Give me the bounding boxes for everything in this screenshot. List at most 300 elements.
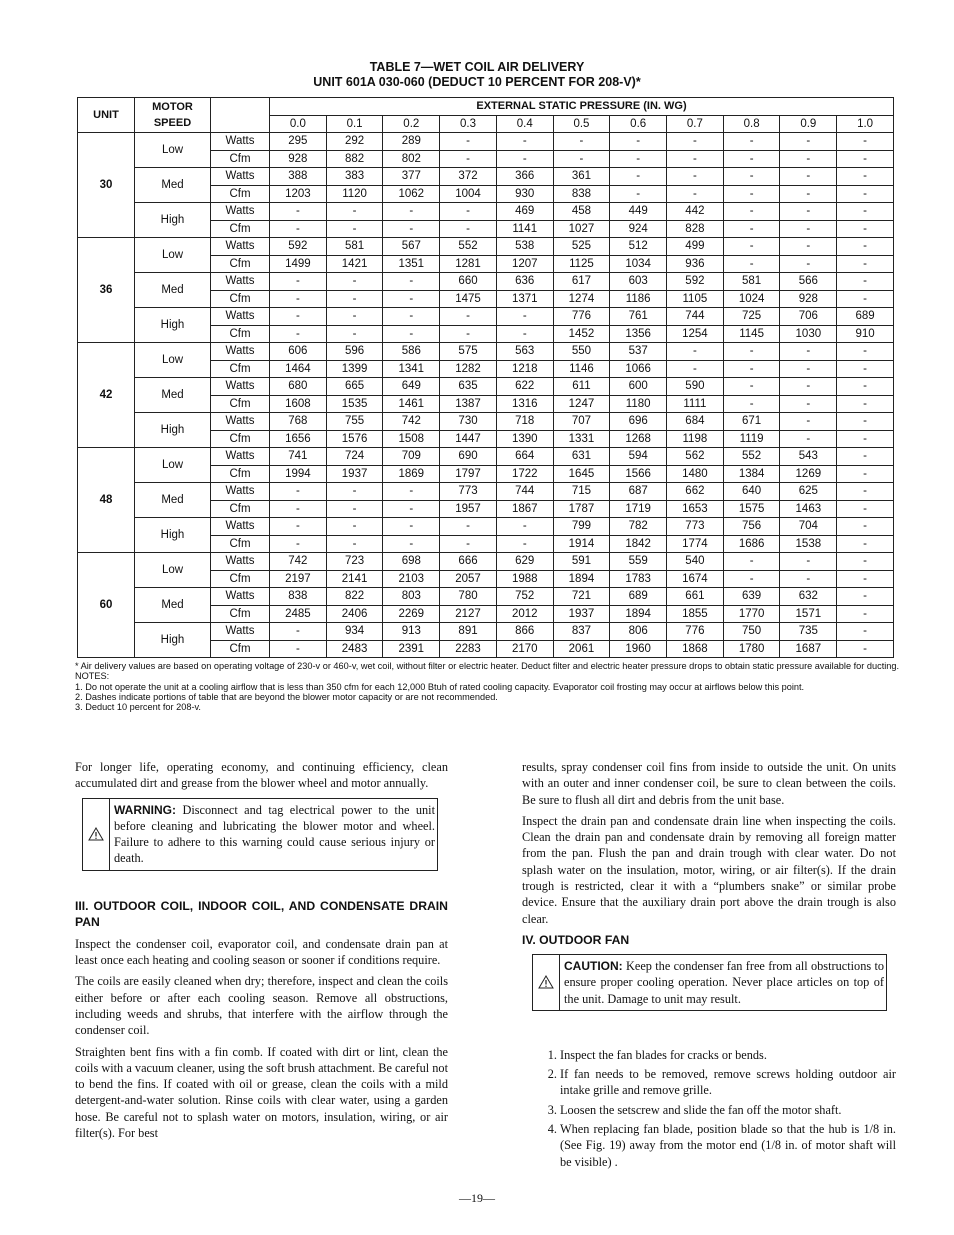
cfm-label-cell: Cfm (211, 360, 270, 378)
watts-value-cell: 292 (326, 133, 383, 151)
watts-value-cell: 662 (667, 483, 724, 501)
table-row (78, 308, 894, 326)
watts-value-cell: 537 (610, 343, 667, 361)
pressure-header-cell: 0.7 (667, 115, 724, 133)
cfm-value-cell: 1894 (553, 570, 610, 588)
watts-value-cell: - (837, 448, 894, 466)
cfm-value-cell: 1180 (610, 395, 667, 413)
watts-value-cell: 622 (496, 378, 553, 396)
watts-value-cell: 559 (610, 553, 667, 571)
spray-coil-paragraph: results, spray condenser coil fins from inside to outside the unit. On units with an outer and inner condenser coil, be sure to clean between the coils. Be sure to flush all dirt and debris from the unit base. (522, 760, 896, 807)
cfm-value-cell: 1499 (270, 255, 327, 273)
watts-value-cell: 632 (780, 588, 837, 606)
watts-value-cell: 592 (667, 273, 724, 291)
watts-value-cell: 361 (553, 168, 610, 186)
cfm-value-cell: - (326, 220, 383, 238)
watts-value-cell: 709 (383, 448, 440, 466)
cfm-value-cell: 1384 (723, 465, 780, 483)
cfm-value-cell: - (383, 500, 440, 518)
caution-label: CAUTION: (564, 958, 623, 973)
cfm-label-cell: Cfm (211, 500, 270, 518)
watts-value-cell: - (723, 553, 780, 571)
watts-value-cell: 625 (780, 483, 837, 501)
table-row (78, 343, 894, 361)
cfm-value-cell: - (780, 430, 837, 448)
cfm-value-cell: - (837, 290, 894, 308)
cfm-value-cell: - (780, 395, 837, 413)
cfm-value-cell: 1937 (326, 465, 383, 483)
cfm-value-cell: - (383, 290, 440, 308)
watts-value-cell: 696 (610, 413, 667, 431)
section-iii-heading: III. OUTDOOR COIL, INDOOR COIL, AND CONDENSATE DRAIN PAN (75, 898, 448, 929)
watts-value-cell: - (780, 553, 837, 571)
watts-value-cell: - (837, 588, 894, 606)
cfm-value-cell: 1387 (440, 395, 497, 413)
table-row (78, 448, 894, 466)
watts-value-cell: 575 (440, 343, 497, 361)
table-row (78, 483, 894, 501)
cfm-label-cell: Cfm (211, 290, 270, 308)
motor-speed-cell: Med (135, 378, 211, 413)
watts-value-cell: 469 (496, 203, 553, 221)
watts-value-cell: 372 (440, 168, 497, 186)
header-motor-speed: MOTOR SPEED (135, 98, 211, 133)
watts-value-cell: 617 (553, 273, 610, 291)
watts-value-cell: 594 (610, 448, 667, 466)
watts-value-cell: 639 (723, 588, 780, 606)
watts-value-cell: 756 (723, 518, 780, 536)
watts-value-cell: 552 (723, 448, 780, 466)
watts-value-cell: 442 (667, 203, 724, 221)
watts-value-cell: - (440, 518, 497, 536)
cfm-value-cell: - (723, 395, 780, 413)
cfm-value-cell: - (780, 185, 837, 203)
cfm-value-cell: 1207 (496, 255, 553, 273)
watts-value-cell: - (780, 238, 837, 256)
cfm-value-cell: 1062 (383, 185, 440, 203)
cfm-value-cell: 2141 (326, 570, 383, 588)
watts-value-cell: - (496, 518, 553, 536)
watts-value-cell: - (326, 273, 383, 291)
cfm-value-cell: 1783 (610, 570, 667, 588)
header-unit: UNIT (78, 98, 135, 133)
cfm-label-cell: Cfm (211, 150, 270, 168)
cfm-value-cell: 2103 (383, 570, 440, 588)
cfm-value-cell: 2269 (383, 605, 440, 623)
cfm-value-cell: - (440, 535, 497, 553)
table-title-line1: TABLE 7—WET COIL AIR DELIVERY (369, 60, 585, 74)
unit-size-cell: 60 (78, 553, 135, 658)
table-title-line2: UNIT 601A 030-060 (DEDUCT 10 PERCENT FOR 208-V)* (313, 75, 641, 89)
cfm-value-cell: 1066 (610, 360, 667, 378)
watts-value-cell: 649 (383, 378, 440, 396)
cfm-value-cell: - (837, 605, 894, 623)
pressure-header-cell: 0.1 (326, 115, 383, 133)
watts-value-cell: - (723, 378, 780, 396)
cfm-value-cell: - (440, 220, 497, 238)
cfm-value-cell: 1774 (667, 535, 724, 553)
watts-value-cell: 596 (326, 343, 383, 361)
watts-label-cell: Watts (211, 378, 270, 396)
watts-value-cell: 591 (553, 553, 610, 571)
cfm-value-cell: - (667, 150, 724, 168)
cfm-value-cell: 1894 (610, 605, 667, 623)
cfm-value-cell: - (837, 465, 894, 483)
cfm-value-cell: - (383, 325, 440, 343)
cfm-value-cell: - (723, 220, 780, 238)
watts-value-cell: - (723, 343, 780, 361)
table-body (78, 133, 894, 658)
watts-value-cell: 690 (440, 448, 497, 466)
cfm-value-cell: 1867 (496, 500, 553, 518)
watts-value-cell: 377 (383, 168, 440, 186)
note-3: 3. Deduct 10 percent for 208-v. (75, 702, 201, 713)
watts-value-cell: 744 (496, 483, 553, 501)
cfm-value-cell: 1146 (553, 360, 610, 378)
watts-value-cell: 640 (723, 483, 780, 501)
cfm-value-cell: 1535 (326, 395, 383, 413)
watts-value-cell: - (837, 168, 894, 186)
watts-value-cell: 636 (496, 273, 553, 291)
watts-value-cell: 581 (326, 238, 383, 256)
watts-value-cell: - (837, 238, 894, 256)
watts-value-cell: - (837, 203, 894, 221)
cfm-value-cell: 1218 (496, 360, 553, 378)
cfm-value-cell: 1247 (553, 395, 610, 413)
pressure-header-cell: 0.5 (553, 115, 610, 133)
cfm-value-cell: - (723, 360, 780, 378)
watts-label-cell: Watts (211, 343, 270, 361)
table-row (78, 168, 894, 186)
watts-value-cell: 750 (723, 623, 780, 641)
cfm-value-cell: 1575 (723, 500, 780, 518)
watts-value-cell: 606 (270, 343, 327, 361)
cfm-value-cell: 1119 (723, 430, 780, 448)
blower-cleaning-paragraph: For longer life, operating economy, and continuing efficiency, clean accumulated dirt and grease from the blower wheel and motor annually. (75, 760, 448, 791)
cfm-value-cell: - (270, 535, 327, 553)
watts-value-cell: - (440, 308, 497, 326)
warning-box (82, 798, 438, 871)
cfm-value-cell: 1461 (383, 395, 440, 413)
cfm-value-cell: 1447 (440, 430, 497, 448)
cfm-value-cell: - (270, 325, 327, 343)
motor-speed-cell: High (135, 623, 211, 658)
cfm-value-cell: 1203 (270, 185, 327, 203)
cfm-value-cell: 1105 (667, 290, 724, 308)
motor-speed-cell: Low (135, 238, 211, 273)
watts-value-cell: 512 (610, 238, 667, 256)
coil-inspect-paragraph: Inspect the condenser coil, evaporator coil, and condensate drain pan at least once each heating and cooling season or sooner if conditions require. (75, 936, 448, 968)
cfm-value-cell: - (837, 185, 894, 203)
watts-value-cell: 295 (270, 133, 327, 151)
watts-value-cell: 698 (383, 553, 440, 571)
cfm-value-cell: - (326, 500, 383, 518)
watts-value-cell: - (780, 168, 837, 186)
cfm-value-cell: 1198 (667, 430, 724, 448)
watts-value-cell: 773 (667, 518, 724, 536)
cfm-value-cell: 2170 (496, 640, 553, 658)
watts-value-cell: - (383, 273, 440, 291)
watts-value-cell: 671 (723, 413, 780, 431)
table-row (78, 588, 894, 606)
cfm-value-cell: 1653 (667, 500, 724, 518)
fan-steps-list (522, 1047, 896, 1170)
watts-value-cell: 684 (667, 413, 724, 431)
unit-size-cell: 30 (78, 133, 135, 238)
cfm-value-cell: - (667, 360, 724, 378)
cfm-value-cell: - (780, 570, 837, 588)
watts-value-cell: - (837, 273, 894, 291)
table-row (78, 623, 894, 641)
watts-value-cell: 730 (440, 413, 497, 431)
watts-value-cell: 752 (496, 588, 553, 606)
watts-value-cell: - (837, 553, 894, 571)
cfm-value-cell: 1281 (440, 255, 497, 273)
watts-value-cell: - (326, 518, 383, 536)
cfm-value-cell: 1390 (496, 430, 553, 448)
cfm-value-cell: 2406 (326, 605, 383, 623)
watts-value-cell: - (837, 343, 894, 361)
cfm-value-cell: 1356 (610, 325, 667, 343)
unit-size-cell: 42 (78, 343, 135, 448)
cfm-value-cell: 1452 (553, 325, 610, 343)
cfm-value-cell: 1145 (723, 325, 780, 343)
cfm-value-cell: 1316 (496, 395, 553, 413)
pressure-header-cell: 0.0 (270, 115, 327, 133)
cfm-value-cell: 828 (667, 220, 724, 238)
cfm-value-cell: 1371 (496, 290, 553, 308)
motor-speed-cell: Med (135, 588, 211, 623)
watts-value-cell: 550 (553, 343, 610, 361)
cfm-value-cell: 928 (270, 150, 327, 168)
cfm-value-cell: 1030 (780, 325, 837, 343)
cfm-value-cell: - (440, 325, 497, 343)
watts-value-cell: - (837, 413, 894, 431)
cfm-value-cell: 1282 (440, 360, 497, 378)
watts-label-cell: Watts (211, 518, 270, 536)
watts-value-cell: - (270, 623, 327, 641)
pressure-header-cell: 1.0 (837, 115, 894, 133)
cfm-value-cell: 928 (780, 290, 837, 308)
watts-label-cell: Watts (211, 448, 270, 466)
header-external-static-pressure: EXTERNAL STATIC PRESSURE (IN. WG) (270, 98, 894, 116)
watts-label-cell: Watts (211, 273, 270, 291)
cfm-value-cell: 1566 (610, 465, 667, 483)
watts-value-cell: 741 (270, 448, 327, 466)
watts-value-cell: - (326, 308, 383, 326)
table-row (78, 133, 894, 151)
watts-value-cell: - (440, 133, 497, 151)
watts-value-cell: - (780, 378, 837, 396)
pressure-header-cell: 0.8 (723, 115, 780, 133)
cfm-value-cell: - (496, 150, 553, 168)
cfm-value-cell: 882 (326, 150, 383, 168)
watts-value-cell: - (837, 378, 894, 396)
pressure-header-cell: 0.2 (383, 115, 440, 133)
watts-value-cell: - (496, 308, 553, 326)
watts-value-cell: 680 (270, 378, 327, 396)
cfm-value-cell: 1141 (496, 220, 553, 238)
drain-pan-paragraph: Inspect the drain pan and condensate drain line when inspecting the coils. Clean the drain pan and condensate drain by removing all foreign matter from the pan. Flush the pan and drain trough with clear water. Do not splash water on the insulation, motor, wiring, or air filter(s). If the drain trough is restricted, clear it with a “plumbers snake” or similar probe device. Ensure that the auxiliary drain port above the drain trough is also clear. (522, 813, 896, 926)
watts-value-cell: 592 (270, 238, 327, 256)
watts-value-cell: 563 (496, 343, 553, 361)
cfm-value-cell: 1914 (553, 535, 610, 553)
cfm-value-cell: 1331 (553, 430, 610, 448)
watts-value-cell: 934 (326, 623, 383, 641)
cfm-value-cell: 1111 (667, 395, 724, 413)
watts-value-cell: 567 (383, 238, 440, 256)
cfm-value-cell: 1186 (610, 290, 667, 308)
cfm-value-cell: - (383, 535, 440, 553)
cfm-value-cell: 1719 (610, 500, 667, 518)
watts-label-cell: Watts (211, 308, 270, 326)
cfm-value-cell: - (610, 150, 667, 168)
watts-value-cell: 773 (440, 483, 497, 501)
cfm-value-cell: 2391 (383, 640, 440, 658)
watts-value-cell: - (780, 203, 837, 221)
cfm-value-cell: - (837, 360, 894, 378)
watts-value-cell: 590 (667, 378, 724, 396)
cfm-value-cell: - (610, 185, 667, 203)
cfm-value-cell: - (837, 535, 894, 553)
watts-value-cell: - (667, 133, 724, 151)
watts-value-cell: - (667, 168, 724, 186)
page-number: —19— (459, 1191, 495, 1205)
watts-value-cell: 661 (667, 588, 724, 606)
unit-size-cell: 48 (78, 448, 135, 553)
warning-label: WARNING: (114, 802, 176, 817)
cfm-label-cell: Cfm (211, 430, 270, 448)
cfm-value-cell: 2127 (440, 605, 497, 623)
cfm-value-cell: 1274 (553, 290, 610, 308)
motor-speed-cell: Low (135, 343, 211, 378)
watts-value-cell: 611 (553, 378, 610, 396)
watts-value-cell: 629 (496, 553, 553, 571)
watts-value-cell: - (326, 483, 383, 501)
cfm-value-cell: 930 (496, 185, 553, 203)
cfm-value-cell: - (326, 290, 383, 308)
watts-value-cell: 449 (610, 203, 667, 221)
cfm-value-cell: - (837, 395, 894, 413)
watts-value-cell: - (723, 238, 780, 256)
watts-value-cell: 499 (667, 238, 724, 256)
cfm-value-cell: 1480 (667, 465, 724, 483)
cfm-value-cell: 1538 (780, 535, 837, 553)
watts-value-cell: 742 (383, 413, 440, 431)
cfm-value-cell: 2283 (440, 640, 497, 658)
motor-speed-cell: High (135, 518, 211, 553)
cfm-value-cell: 802 (383, 150, 440, 168)
watts-value-cell: 742 (270, 553, 327, 571)
watts-value-cell: 562 (667, 448, 724, 466)
cfm-value-cell: 1957 (440, 500, 497, 518)
fan-step-4: 4. When replacing fan blade, position blade so that the hub is 1/8 in. (See Fig. 19) away from the motor end (1/8 in. of motor shaft will be visible) . (560, 1121, 896, 1170)
watts-value-cell: 289 (383, 133, 440, 151)
cfm-value-cell: - (837, 220, 894, 238)
watts-value-cell: - (837, 623, 894, 641)
watts-value-cell: - (270, 483, 327, 501)
watts-label-cell: Watts (211, 588, 270, 606)
watts-value-cell: 366 (496, 168, 553, 186)
cfm-value-cell: 1937 (553, 605, 610, 623)
watts-value-cell: 866 (496, 623, 553, 641)
table-footnotes (75, 661, 905, 712)
cfm-label-cell: Cfm (211, 465, 270, 483)
fan-step-1: 1. Inspect the fan blades for cracks or bends. (560, 1047, 896, 1063)
cfm-value-cell: 1508 (383, 430, 440, 448)
cfm-value-cell: 1656 (270, 430, 327, 448)
table-row (78, 273, 894, 291)
watts-value-cell: - (440, 203, 497, 221)
cfm-value-cell: - (723, 185, 780, 203)
watts-value-cell: 735 (780, 623, 837, 641)
cfm-value-cell: 1341 (383, 360, 440, 378)
cfm-value-cell: 1475 (440, 290, 497, 308)
cfm-value-cell: - (837, 500, 894, 518)
cfm-value-cell: 1024 (723, 290, 780, 308)
table-row (78, 378, 894, 396)
cfm-value-cell: 1686 (723, 535, 780, 553)
cfm-value-cell: 1988 (496, 570, 553, 588)
fan-step-3: 3. Loosen the setscrew and slide the fan off the motor shaft. (560, 1102, 896, 1118)
cfm-value-cell: 1464 (270, 360, 327, 378)
cfm-value-cell: 936 (667, 255, 724, 273)
watts-value-cell: 715 (553, 483, 610, 501)
watts-value-cell: 687 (610, 483, 667, 501)
cfm-value-cell: 2485 (270, 605, 327, 623)
cfm-value-cell: 1034 (610, 255, 667, 273)
watts-value-cell: 704 (780, 518, 837, 536)
watts-value-cell: - (270, 308, 327, 326)
table-row (78, 203, 894, 221)
cfm-value-cell: - (326, 325, 383, 343)
watts-value-cell: - (270, 518, 327, 536)
motor-speed-cell: High (135, 308, 211, 343)
table-row (78, 238, 894, 256)
cfm-value-cell: 1645 (553, 465, 610, 483)
cfm-value-cell: - (780, 255, 837, 273)
cfm-label-cell: Cfm (211, 325, 270, 343)
cfm-value-cell: - (270, 290, 327, 308)
cfm-value-cell: 2012 (496, 605, 553, 623)
watts-value-cell: 755 (326, 413, 383, 431)
watts-value-cell: - (383, 518, 440, 536)
cfm-value-cell: - (780, 360, 837, 378)
cfm-value-cell: - (270, 220, 327, 238)
watts-label-cell: Watts (211, 413, 270, 431)
cfm-value-cell: 1421 (326, 255, 383, 273)
cfm-value-cell: 1855 (667, 605, 724, 623)
watts-value-cell: 806 (610, 623, 667, 641)
cfm-value-cell: 1722 (496, 465, 553, 483)
right-column (522, 759, 896, 1173)
section-iv-heading: IV. OUTDOOR FAN (522, 932, 630, 947)
watts-value-cell: 891 (440, 623, 497, 641)
motor-speed-cell: Low (135, 553, 211, 588)
cfm-value-cell: 1125 (553, 255, 610, 273)
cfm-value-cell: - (440, 150, 497, 168)
table-row (78, 518, 894, 536)
motor-speed-cell: Med (135, 168, 211, 203)
cfm-value-cell: 2483 (326, 640, 383, 658)
watts-value-cell: 603 (610, 273, 667, 291)
watts-value-cell: 631 (553, 448, 610, 466)
watts-value-cell: - (780, 133, 837, 151)
cfm-value-cell: 1842 (610, 535, 667, 553)
watts-value-cell: 799 (553, 518, 610, 536)
watts-value-cell: 566 (780, 273, 837, 291)
cfm-value-cell: 1027 (553, 220, 610, 238)
